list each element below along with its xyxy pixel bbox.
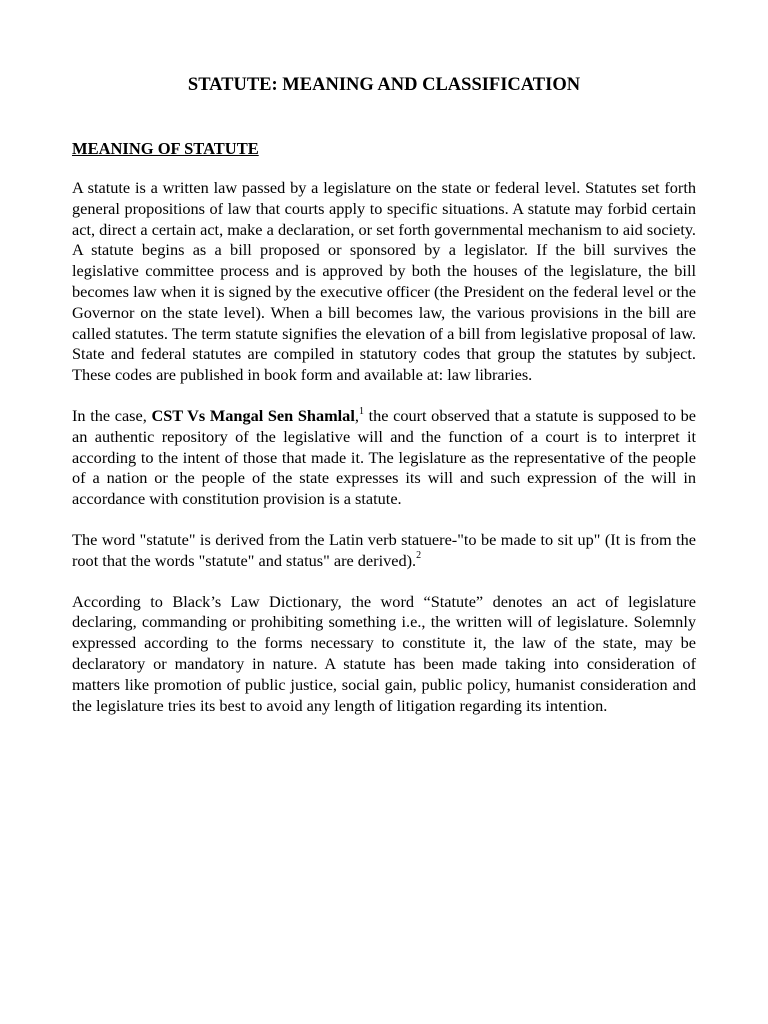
- paragraph-blacks-law: According to Black’s Law Dictionary, the word “Statute” denotes an act of legislature declaring, commanding or prohibiting something i.e., the written will of legislature. Solemnly expressed according to the forms necessary to constitute it, the law of the state, may be declaratory or mandatory in nature. A statute has been made taking into consideration of matters like promotion of public justice, social gain, public policy, humanist consideration and the legislature tries its best to avoid any length of litigation regarding its intention.: [72, 591, 696, 715]
- footnote-ref-2[interactable]: 2: [416, 550, 422, 562]
- paragraph-etymology: [72, 530, 696, 572]
- case-name: CST Vs Mangal Sen Shamlal: [151, 405, 355, 425]
- section-heading: MEANING OF STATUTE: [72, 139, 259, 158]
- case-body-text: the court observed that a statute is supposed to be an authentic repository of the legislative will and the function of a court is to interpret it according to the intent of those that made it. The legislature as the representative of the people of a nation or the people of the state expresses its will and such expression of the will in accordance with constitution provision is a statute.: [72, 405, 697, 509]
- paragraph-case: [72, 406, 696, 510]
- document-title: STATUTE: MEANING AND CLASSIFICATION: [187, 75, 581, 95]
- footnote-ref-1[interactable]: 1: [358, 405, 364, 417]
- paragraph-definition: A statute is a written law passed by a legislature on the state or federal level. Statutes set forth general propositions of law that courts apply to specific situations. A statute may forbid certain act, direct a certain act, make a declaration, or set forth governmental mechanism to aid society. A statute begins as a bill proposed or sponsored by a legislator. If the bill survives the legislative committee process and is approved by both the houses of the legislature, the bill becomes law when it is signed by the executive officer (the President on the federal level or the Governor on the state level). When a bill becomes law, the various provisions in the bill are called statutes. The term statute signifies the elevation of a bill from legislative proposal of law. State and federal statutes are compiled in statutory codes that group the statutes by subject. These codes are published in book form and available at: law libraries.: [72, 178, 696, 385]
- etymology-text: The word "statute" is derived from the Latin verb statuere-"to be made to sit up" (It is from the root that the words "statute" and status" are derived).: [72, 529, 696, 570]
- case-comma: ,: [354, 405, 359, 425]
- case-intro-text: In the case,: [72, 405, 152, 425]
